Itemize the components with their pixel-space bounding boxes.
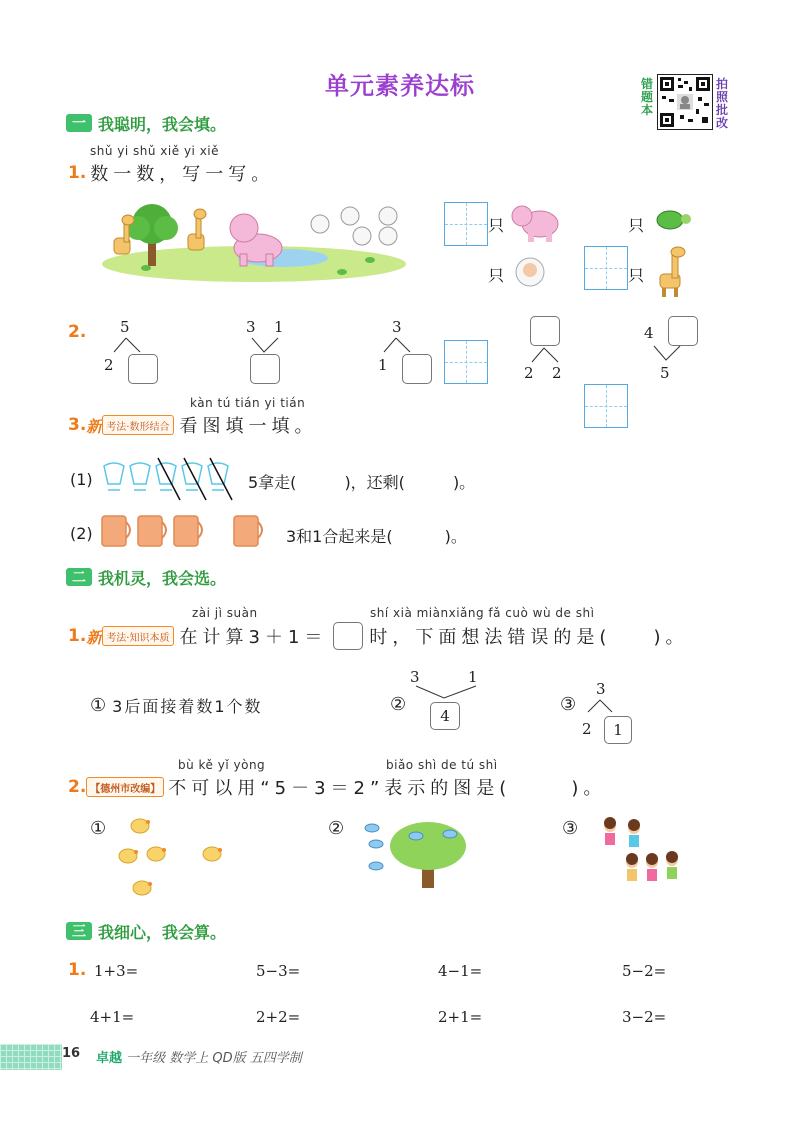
qr-code-icon[interactable] — [657, 74, 713, 130]
calc-item[interactable]: 5−2= — [622, 962, 667, 980]
number-bond-left: 2 — [104, 356, 114, 374]
answer-box[interactable] — [668, 316, 698, 346]
s2q1-number: 1. — [68, 626, 87, 646]
s2q1-pinyin-b: shí xià miànxiǎng fǎ cuò wù de shì — [370, 606, 595, 620]
s2q2-line — [68, 774, 606, 800]
s2q1-line — [68, 622, 688, 650]
choice-3-mark[interactable]: ③ — [562, 818, 579, 839]
q3-sub1-text-b: )，还剩( — [344, 473, 405, 492]
q3-sub2-label: (2) — [70, 524, 93, 543]
unit-label: 只 — [628, 216, 645, 235]
unit-label: 只 — [488, 216, 505, 235]
option-3-left: 2 — [582, 720, 592, 738]
choice-2-mark[interactable]: ② — [328, 818, 345, 839]
children-image — [596, 816, 680, 894]
option-2-num-a: 3 — [410, 668, 420, 686]
number-bond-left: 1 — [378, 356, 388, 374]
s2q1-pinyin-a: zài jì suàn — [192, 606, 258, 620]
q3-sub2-text — [286, 524, 467, 547]
s2q2-text-b: )。 — [571, 778, 607, 799]
qr-block[interactable] — [640, 72, 730, 132]
footer-brand: 卓越 — [96, 1051, 123, 1066]
q1-line — [68, 160, 274, 186]
giraffe-icon — [652, 244, 692, 302]
s2q1-text-a: 在计算3＋1＝ — [179, 627, 328, 648]
section3-header — [66, 920, 226, 942]
q1-pinyin: shǔ yi shǔ xiě yi xiě — [90, 144, 220, 158]
blank-field[interactable] — [393, 524, 445, 547]
option-2-num-b: 1 — [468, 668, 478, 686]
calc-item[interactable]: 3−2= — [622, 1008, 667, 1026]
option-1[interactable] — [90, 694, 263, 717]
calc-item[interactable]: 4+1= — [90, 1008, 135, 1026]
answer-box[interactable] — [333, 622, 363, 650]
s2q2-number: 2. — [68, 777, 87, 797]
s2q2-pinyin-a: bù kě yǐ yòng — [178, 758, 266, 772]
q3-text: 看图填一填。 — [179, 416, 318, 437]
number-bond-bottom-a: 2 — [524, 364, 534, 382]
s2q1-text-c: )。 — [653, 627, 689, 648]
footer-book-info: 一年级 数学上 QD版 五四学制 — [126, 1051, 302, 1066]
q3-sub1-text-c: )。 — [452, 473, 476, 492]
q3-line — [68, 412, 318, 438]
section1-title: 我聪明，我会填。 — [98, 114, 227, 134]
s2q2-pinyin-b: biǎo shì de tú shì — [386, 758, 498, 772]
turtle-icon — [652, 206, 692, 238]
number-bond-bottom: 5 — [660, 364, 670, 382]
section2-badge: 二 — [66, 568, 92, 586]
unit-label: 只 — [488, 266, 505, 285]
calc-item[interactable]: 2+1= — [438, 1008, 483, 1026]
count-box-sheep[interactable] — [444, 340, 488, 384]
new-mark: 新 — [86, 627, 103, 647]
calc-item[interactable]: 4−1= — [438, 962, 483, 980]
blank-field[interactable] — [405, 470, 453, 493]
count-box-elephant[interactable] — [444, 202, 488, 246]
count-box-turtle[interactable] — [584, 246, 628, 290]
section2-title: 我机灵，我会选。 — [98, 568, 227, 588]
sheep-icon — [512, 252, 548, 296]
q3-sub2-text-b: )。 — [444, 527, 467, 546]
option-1-text: 3后面接着数1个数 — [112, 697, 263, 716]
number-bond-bottom-b: 2 — [552, 364, 562, 382]
s3q1-number: 1. — [68, 960, 87, 980]
answer-box[interactable] — [128, 354, 158, 384]
tree-birds-image — [360, 818, 470, 894]
count-box-giraffe[interactable] — [584, 384, 628, 428]
q1-number: 1. — [68, 163, 87, 183]
number-bond-top: 4 — [644, 324, 654, 342]
blank-field[interactable] — [296, 470, 344, 493]
number-bond-top-b: 1 — [274, 318, 284, 336]
page-number: 16 — [62, 1046, 81, 1061]
number-bond-top: 5 — [120, 318, 130, 336]
ducks-image — [110, 812, 230, 908]
elephant-icon — [508, 200, 564, 248]
animal-scene-image — [98, 196, 410, 284]
calc-item[interactable]: 5−3= — [256, 962, 301, 980]
section3-badge: 三 — [66, 922, 92, 940]
method-tag: 考法·知识本质 — [102, 626, 173, 646]
q3-sub1-text-a: 5拿走( — [248, 473, 297, 492]
option-2-mark[interactable]: ② — [390, 694, 407, 715]
q3-sub2-text-a: 3和1合起来是( — [286, 527, 393, 546]
q1-text: 数一数，写一写。 — [90, 164, 275, 185]
qr-right-label: 拍照批改 — [715, 77, 728, 130]
section2-header — [66, 566, 226, 588]
option-1-mark: ① — [90, 695, 107, 716]
method-tag: 考法·数形结合 — [102, 415, 173, 435]
option-3-mark[interactable]: ③ — [560, 694, 577, 715]
answer-box[interactable] — [402, 354, 432, 384]
q2-number: 2. — [68, 322, 87, 342]
page-title: 单元素养达标 — [325, 72, 475, 100]
option-3-box: 1 — [604, 716, 632, 744]
qr-left-label: 错题本 — [640, 77, 653, 117]
answer-box[interactable] — [250, 354, 280, 384]
footer-grid — [0, 1044, 62, 1070]
number-bond-top-a: 3 — [246, 318, 256, 336]
footer-text — [96, 1047, 302, 1066]
section3-title: 我细心，我会算。 — [98, 922, 227, 942]
s2q2-text-a: 不可以用“5－3＝2”表示的图是( — [168, 778, 512, 799]
calc-item[interactable]: 1+3= — [94, 962, 139, 980]
source-tag: 【德州市改编】 — [86, 777, 164, 797]
q3-sub1-label: (1) — [70, 470, 93, 489]
q3-sub1-text — [248, 470, 475, 493]
answer-box[interactable] — [530, 316, 560, 346]
cups-crossed-image — [100, 456, 240, 506]
q3-pinyin: kàn tú tián yi tián — [190, 396, 306, 410]
new-mark: 新 — [86, 416, 103, 436]
option-3-top: 3 — [596, 680, 606, 698]
choice-1-mark[interactable]: ① — [90, 818, 107, 839]
mugs-image — [100, 512, 280, 556]
section1-header — [66, 112, 226, 134]
s2q1-text-b: 时，下面想法错误的是( — [369, 627, 612, 648]
section1-badge: 一 — [66, 114, 92, 132]
calc-item[interactable]: 2+2= — [256, 1008, 301, 1026]
q3-number: 3. — [68, 415, 87, 435]
option-2-box: 4 — [430, 702, 460, 730]
number-bond-top: 3 — [392, 318, 402, 336]
unit-label: 只 — [628, 266, 645, 285]
